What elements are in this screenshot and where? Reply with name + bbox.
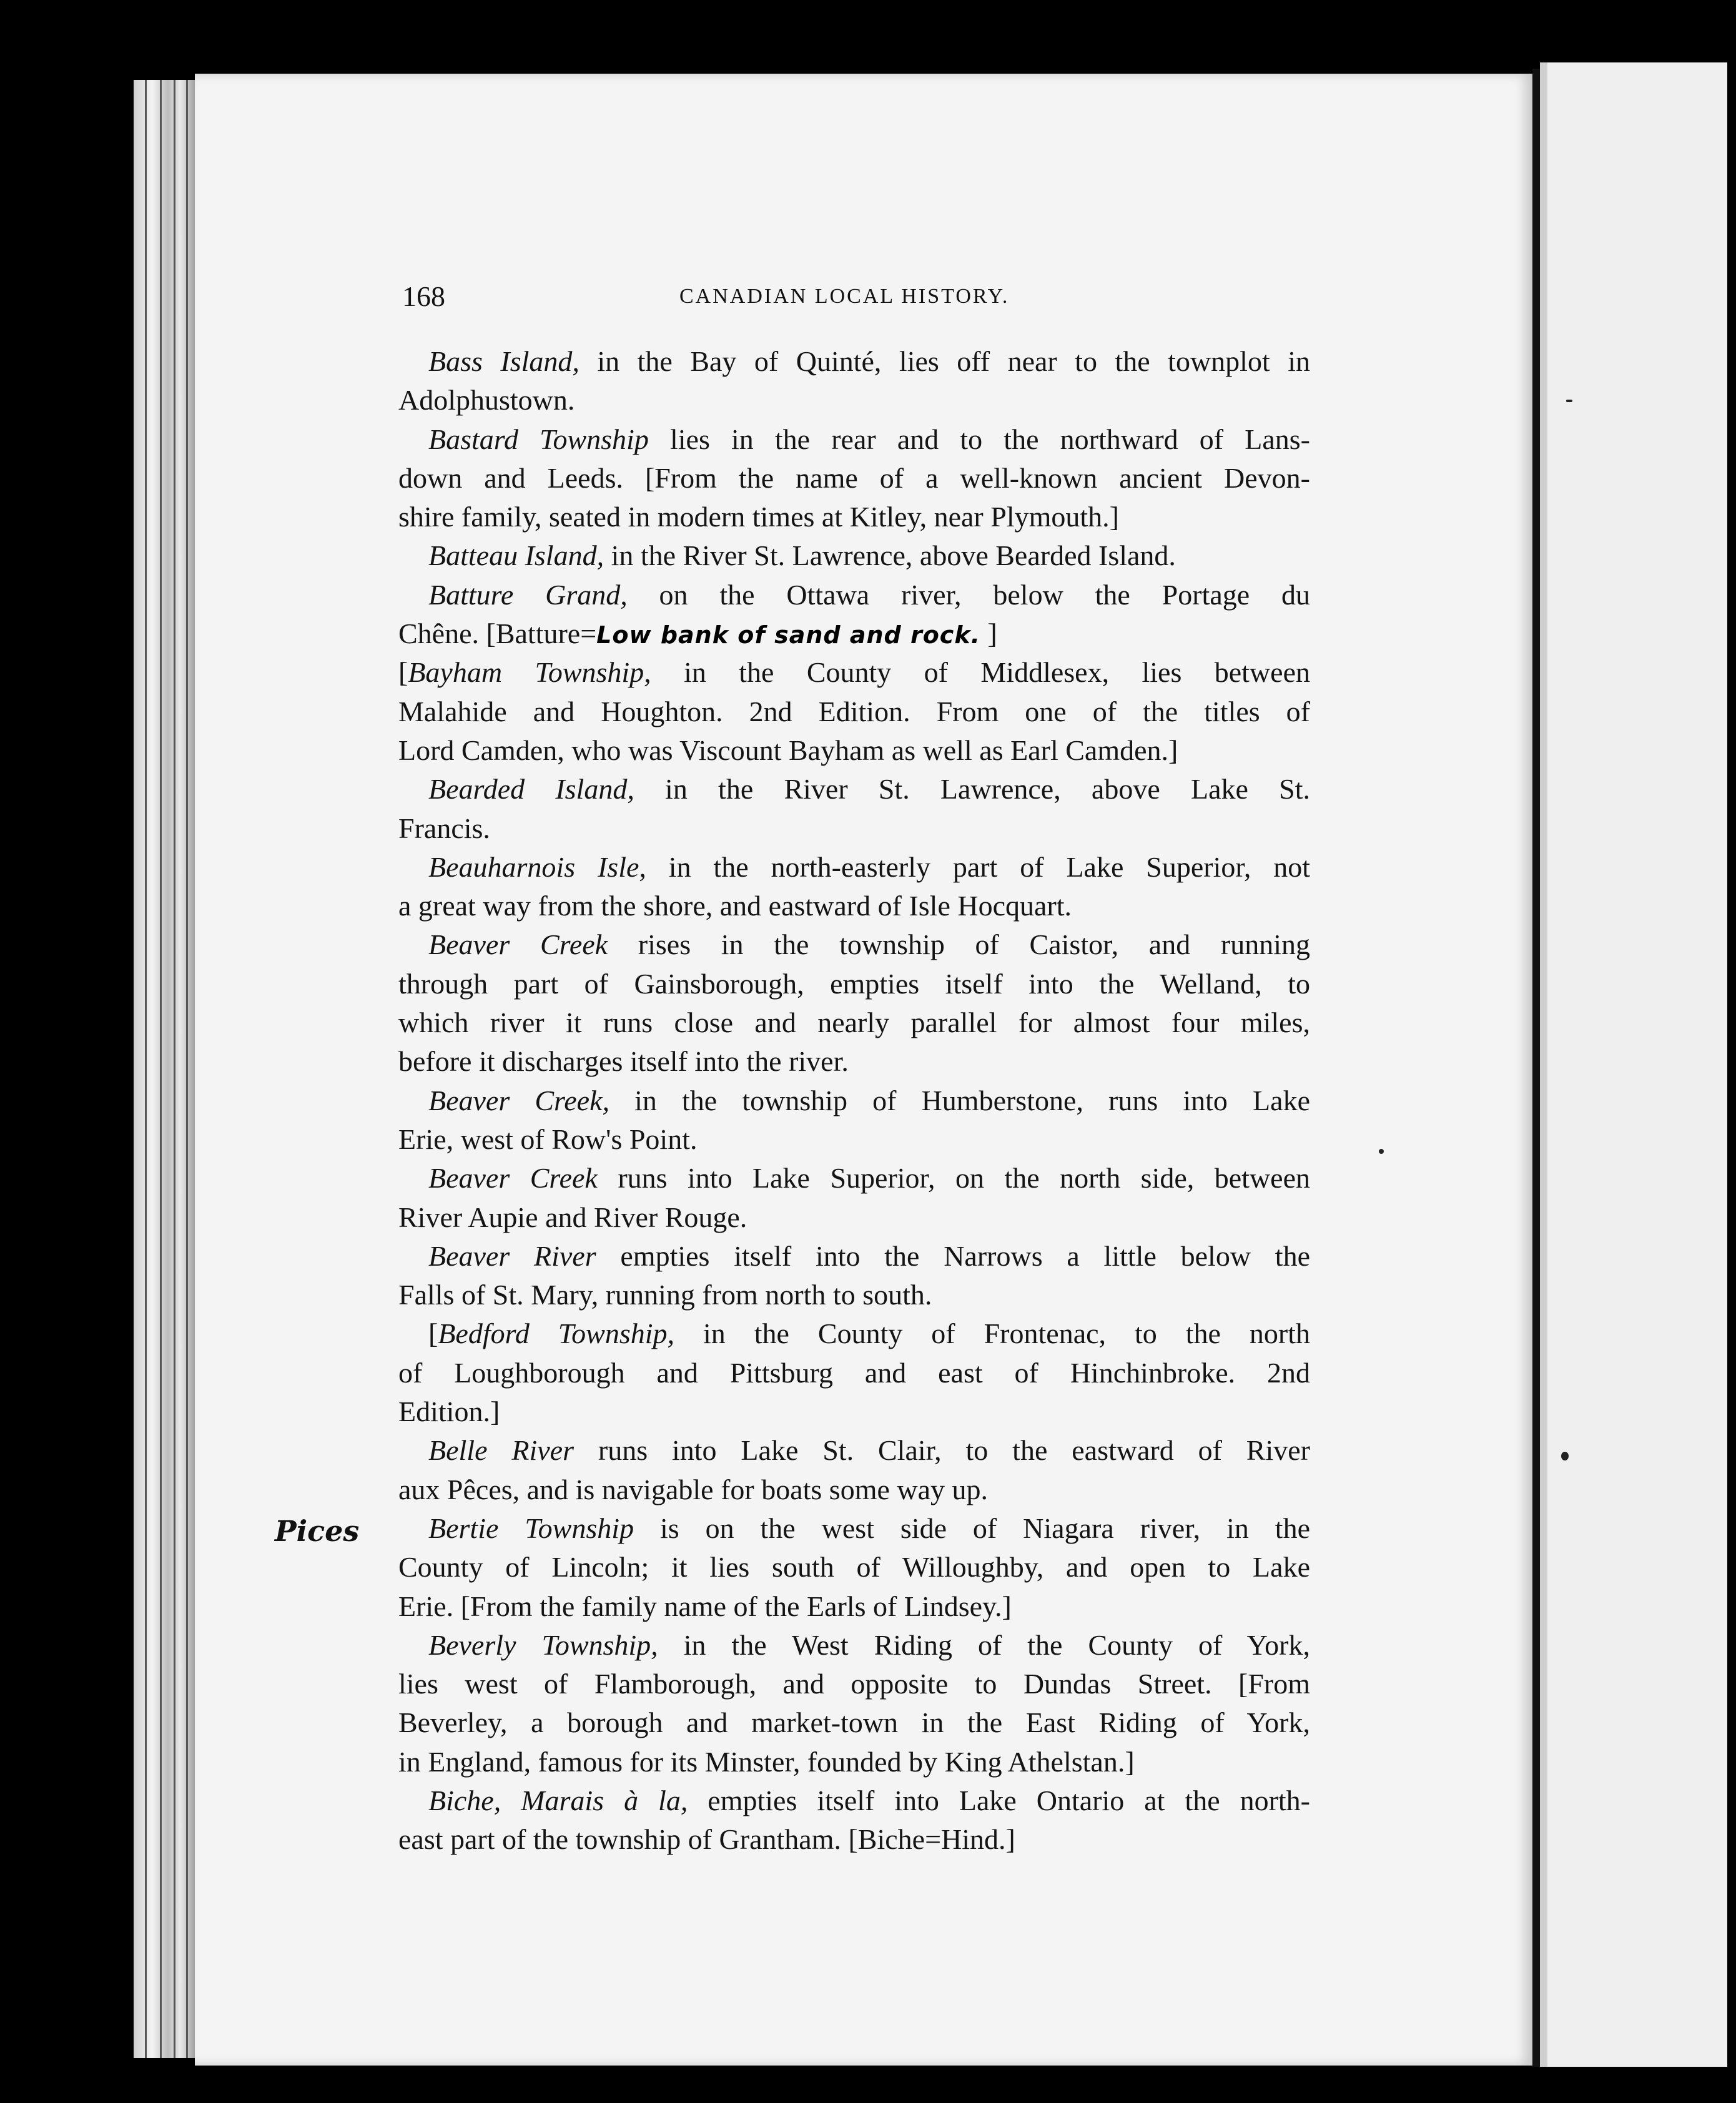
text-line [398, 692, 1310, 731]
entry-headword: Beverly Township, [428, 1628, 658, 1661]
text-line [398, 1548, 1310, 1587]
text-run: in the West Riding of the County of York, [658, 1628, 1310, 1661]
text-line [398, 1820, 1310, 1859]
text-run: through part of Gainsborough, empties itself into the Welland, to [398, 967, 1310, 1000]
text-run: runs into Lake St. Clair, to the eastward of River [574, 1434, 1310, 1467]
text-line [398, 342, 1310, 381]
text-line [398, 1314, 1310, 1353]
text-line [398, 459, 1310, 498]
text-run: in the north-easterly part of Lake Superior, not [646, 850, 1310, 883]
text-run: Lord Camden, who was Viscount Bayham as well as Earl Camden.] [398, 734, 1178, 766]
text-line [398, 965, 1310, 1003]
entry-headword: Bayham Township, [408, 656, 651, 689]
text-run: in the County of Middlesex, lies between [651, 656, 1310, 689]
text-line [398, 536, 1310, 575]
page-header [402, 280, 1308, 317]
text-line [398, 1587, 1310, 1626]
text-run: aux Pêces, and is navigable for boats some way up. [398, 1473, 989, 1505]
text-line [398, 1198, 1310, 1237]
text-line [398, 1743, 1310, 1781]
text-line [398, 1781, 1310, 1820]
text-line [398, 925, 1310, 964]
text-run: [ [428, 1317, 438, 1350]
entry-headword: Biche, Marais à la, [428, 1784, 688, 1816]
text-run: runs into Lake Superior, on the north side, between [597, 1162, 1310, 1194]
text-run: Erie, west of Row's Point. [398, 1123, 698, 1155]
text-line [398, 576, 1310, 614]
text-run: east part of the township of Grantham. [Biche=Hind.] [398, 1823, 1015, 1856]
ink-speck [1561, 1452, 1569, 1460]
ink-speck [1379, 1149, 1384, 1154]
body-text [398, 342, 1310, 1859]
text-run: lies in the rear and to the northward of Lans- [648, 423, 1310, 455]
facing-page-edge [1540, 62, 1727, 2067]
text-run: Falls of St. Mary, running from north to south. [398, 1279, 932, 1311]
text-run: Beverley, a borough and market-town in the East Riding of York, [398, 1707, 1310, 1739]
handwritten-annotation: Low bank of sand and rock. [596, 621, 981, 649]
text-run: County of Lincoln; it lies south of Willoughby, and open to Lake [398, 1551, 1310, 1583]
text-line [398, 1470, 1310, 1509]
text-run: Francis. [398, 812, 490, 844]
entry-headword: Batture Grand, [428, 578, 628, 611]
text-run: Edition.] [398, 1396, 500, 1428]
text-run: a great way from the shore, and eastward of Isle Hocquart. [398, 890, 1072, 922]
text-line [398, 770, 1310, 809]
text-run: empties itself into Lake Ontario at the north- [688, 1784, 1310, 1816]
text-run: shire family, seated in modern times at Kitley, near Plymouth.] [398, 501, 1119, 533]
text-line [398, 614, 1310, 653]
text-run: in England, famous for its Minster, founded by King Athelstan.] [398, 1745, 1135, 1778]
text-run: which river it runs close and nearly parallel for almost four miles, [398, 1007, 1310, 1039]
text-run: rises in the township of Caistor, and running [608, 928, 1310, 961]
text-line [398, 381, 1310, 420]
text-line [398, 731, 1310, 770]
text-run: on the Ottawa river, below the Portage du [627, 578, 1310, 611]
ink-speck [1566, 400, 1572, 402]
text-line [398, 1120, 1310, 1159]
text-line [398, 1354, 1310, 1392]
page-number: 168 [402, 280, 445, 312]
entry-headword: Bastard Township [428, 423, 649, 455]
text-line [398, 498, 1310, 536]
text-run: ] [980, 618, 997, 650]
text-line [398, 809, 1310, 848]
text-run: in the County of Frontenac, to the north [674, 1317, 1310, 1350]
text-run: of Loughborough and Pittsburg and east of Hinchinbroke. 2nd [398, 1356, 1310, 1389]
entry-headword: Belle River [428, 1434, 574, 1467]
text-run: lies west of Flamborough, and opposite to Dundas Street. [From [398, 1668, 1310, 1700]
entry-headword: Beaver Creek [428, 1162, 598, 1194]
text-run: in the River St. Lawrence, above Lake St. [634, 773, 1310, 805]
text-line [398, 1509, 1310, 1548]
text-line [398, 1665, 1310, 1703]
text-line [398, 1159, 1310, 1198]
entry-headword: Bearded Island, [428, 773, 634, 805]
text-run: in the River St. Lawrence, above Bearded Island. [604, 539, 1176, 572]
text-run: down and Leeds. [From the name of a well-known ancient Devon- [398, 461, 1310, 494]
entry-headword: Bass Island, [428, 345, 579, 377]
entry-headword: Beaver Creek, [428, 1084, 609, 1116]
text-line [398, 887, 1310, 925]
handwritten-margin-note: Pices [275, 1514, 360, 1548]
text-line [398, 1276, 1310, 1314]
entry-headword: Bedford Township, [438, 1317, 675, 1350]
entry-headword: Beaver River [428, 1239, 596, 1272]
text-run: before it discharges itself into the river. [398, 1045, 849, 1078]
text-run: in the Bay of Quinté, lies off near to the townplot in [579, 345, 1310, 377]
text-line [398, 1703, 1310, 1742]
text-line [398, 1042, 1310, 1081]
text-line [398, 1626, 1310, 1665]
text-run: River Aupie and River Rouge. [398, 1201, 747, 1233]
entry-headword: Bertie Township [428, 1512, 634, 1544]
text-run: Adolphustown. [398, 384, 575, 416]
text-run: in the township of Humberstone, runs into Lake [609, 1084, 1310, 1116]
text-run: Chêne. [Batture= [398, 618, 597, 650]
text-line [398, 653, 1310, 692]
text-line [398, 1081, 1310, 1120]
text-line [398, 1237, 1310, 1276]
running-head: CANADIAN LOCAL HISTORY. [679, 285, 1010, 308]
text-line [398, 1003, 1310, 1042]
text-run: is on the west side of Niagara river, in the [634, 1512, 1310, 1544]
entry-headword: Beaver Creek [428, 928, 608, 961]
text-run: Malahide and Houghton. 2nd Edition. From one of the titles of [398, 695, 1310, 727]
text-line [398, 1431, 1310, 1470]
text-run: [ [398, 656, 408, 689]
entry-headword: Beauharnois Isle, [428, 850, 646, 883]
text-line [398, 420, 1310, 459]
text-line [398, 1392, 1310, 1431]
text-line [398, 848, 1310, 887]
text-run: Erie. [From the family name of the Earls of Lindsey.] [398, 1590, 1012, 1622]
text-run: empties itself into the Narrows a little below the [596, 1239, 1310, 1272]
entry-headword: Batteau Island, [428, 539, 604, 572]
book-spine [134, 80, 196, 2058]
